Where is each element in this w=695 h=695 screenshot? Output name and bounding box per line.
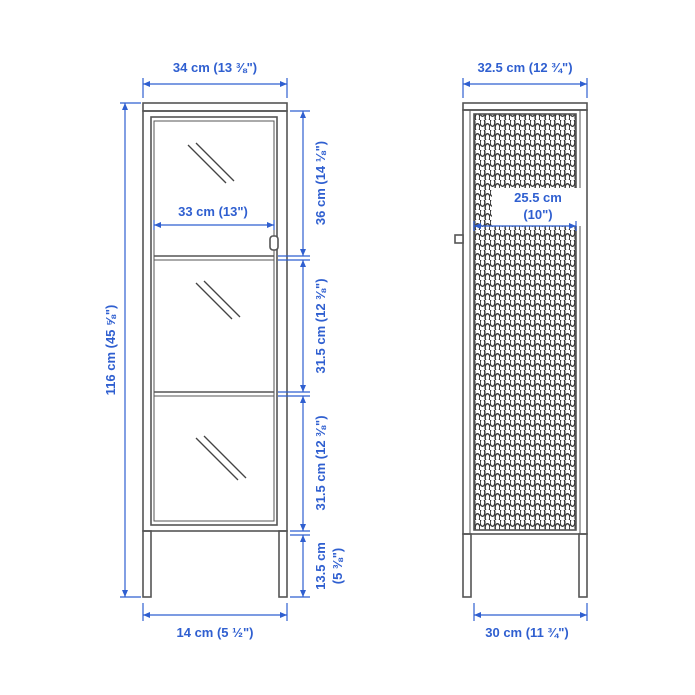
front-leg-height-label-line2: (5 ⅜")	[330, 547, 345, 585]
front-section-2-height-label: 31.5 cm (12 ⅜")	[313, 278, 328, 374]
cabinet-top-plate	[143, 103, 287, 111]
cabinet-door-frame	[151, 117, 277, 525]
side-leg-left	[463, 534, 471, 597]
front-section-1-height-label: 36 cm (14 ⅛")	[313, 140, 328, 226]
side-leg-right	[579, 534, 587, 597]
side-mesh-panel	[474, 114, 576, 530]
side-top-plate	[463, 103, 587, 110]
front-total-height-label: 116 cm (45 ⅝")	[103, 304, 118, 396]
door-handle	[270, 236, 278, 250]
front-inner-width-label: 33 cm (13")	[178, 204, 248, 219]
front-view-cabinet	[143, 103, 287, 597]
front-dimension-lines	[120, 78, 310, 621]
front-depth-bottom-label: 14 cm (5 ½")	[176, 625, 254, 640]
side-mesh-width-label-line2: (10")	[523, 207, 553, 222]
side-mesh-width-label-line1: 25.5 cm	[514, 190, 562, 205]
cabinet-glass-panel	[154, 121, 274, 521]
side-door-knob	[455, 235, 463, 243]
glass-reflection-marks	[188, 143, 246, 480]
side-bottom-width-label: 30 cm (11 ¾")	[485, 625, 569, 640]
cabinet-leg-right	[279, 531, 287, 597]
front-leg-height-label-line1: 13.5 cm	[313, 542, 328, 590]
side-view-cabinet	[455, 103, 587, 597]
front-dimension-labels	[103, 60, 345, 640]
front-top-width-label: 34 cm (13 ⅜")	[172, 60, 258, 75]
front-section-3-height-label: 31.5 cm (12 ⅜")	[313, 415, 328, 511]
cabinet-leg-left	[143, 531, 151, 597]
cabinet-body	[143, 111, 287, 531]
side-top-width-label: 32.5 cm (12 ¾")	[477, 60, 573, 75]
